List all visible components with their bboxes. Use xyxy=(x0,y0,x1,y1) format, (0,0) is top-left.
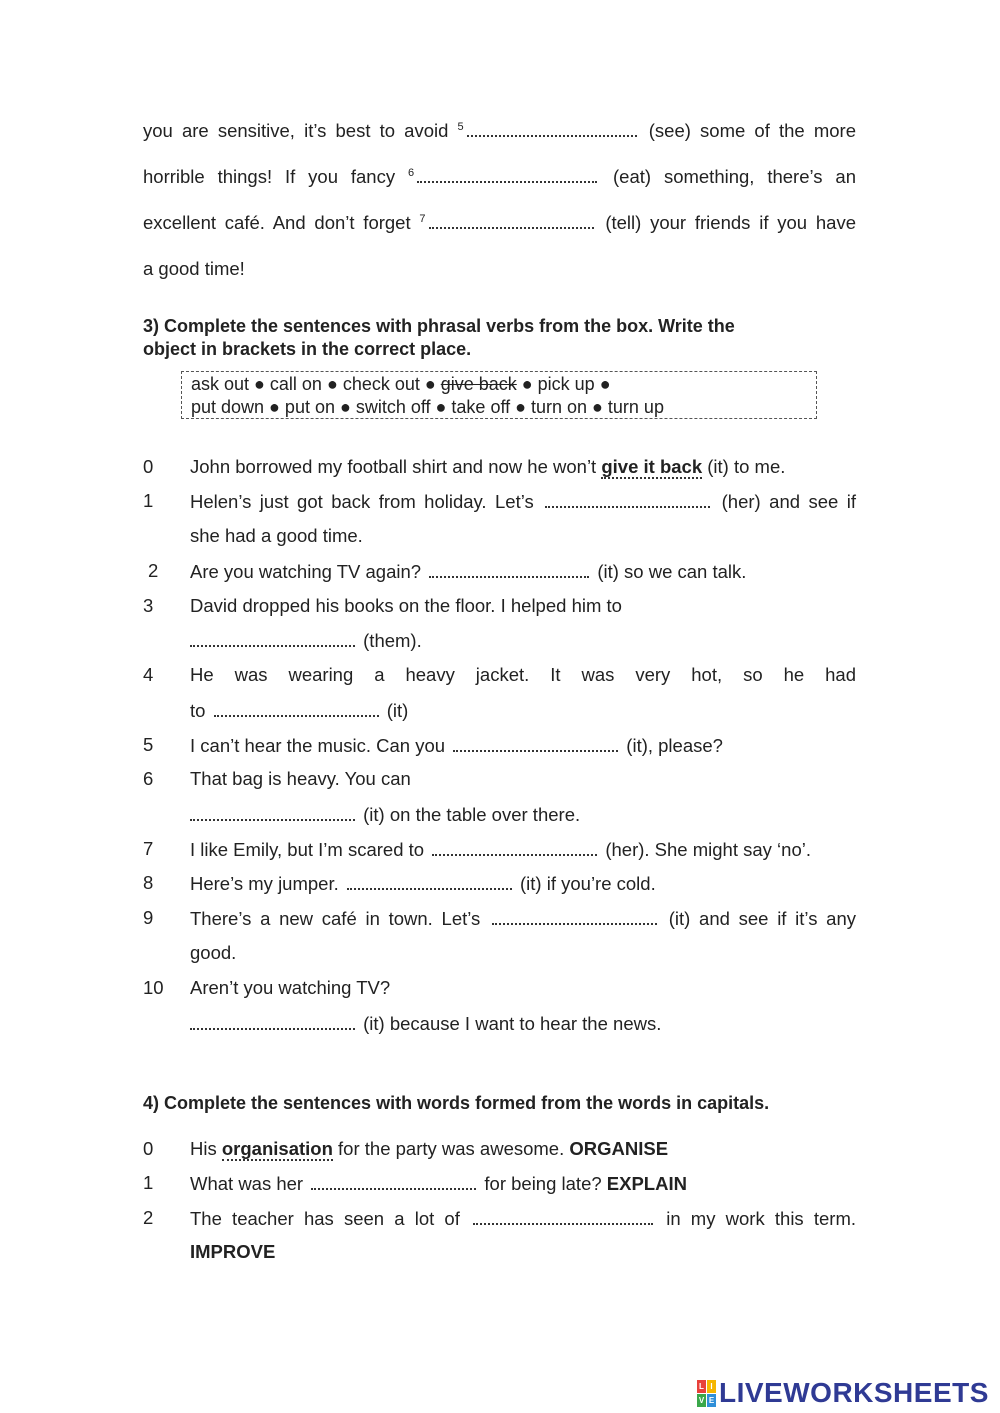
logo-icon: L I V E xyxy=(698,1381,715,1405)
answer-gap-3-2[interactable] xyxy=(429,560,589,578)
logo-text: LIVEWORKSHEETS xyxy=(719,1377,989,1408)
item-number: 1 xyxy=(143,1172,154,1193)
ex3-item-4-cont: to (it) xyxy=(190,700,409,721)
capital-word: IMPROVE xyxy=(190,1241,276,1262)
answer-gap-3-6[interactable] xyxy=(190,803,355,821)
ex3-item-6: That bag is heavy. You can xyxy=(190,768,411,789)
ex3-item-9-cont: good. xyxy=(190,942,237,963)
answer-gap-3-7[interactable] xyxy=(432,838,597,856)
ex2-line-4: a good time! xyxy=(143,258,245,279)
item-number: 2 xyxy=(143,1207,154,1228)
answer-gap-3-3[interactable] xyxy=(190,629,355,647)
liveworksheets-logo xyxy=(697,1378,989,1408)
answer-gap-3-10[interactable] xyxy=(190,1012,355,1030)
item-number: 9 xyxy=(143,907,154,928)
item-number: 5 xyxy=(143,734,154,755)
gap-number-5: 5 xyxy=(457,121,464,133)
answer-gap-3-1[interactable] xyxy=(545,490,710,508)
item-number: 3 xyxy=(143,595,154,616)
item-number: 0 xyxy=(143,1138,154,1159)
ex2-line-2: horrible things! If you fancy $^6$ (eat) something, there’s an xyxy=(143,166,856,187)
capital-word: EXPLAIN xyxy=(606,1173,687,1194)
answer-gap-4-1[interactable] xyxy=(311,1172,476,1190)
item-number: 8 xyxy=(143,872,154,893)
ex3-item-5: I can’t hear the music. Can you (it), please? xyxy=(190,735,723,756)
ex3-item-0: John borrowed my football shirt and now he won’t give it back (it) to me. xyxy=(190,456,786,477)
ex3-item-3-cont: (them). xyxy=(190,629,856,652)
example-answer: organisation xyxy=(221,1138,333,1159)
answer-gap-3-9[interactable] xyxy=(492,907,657,925)
ex3-item-7: I like Emily, but I’m scared to (her). She might say ‘no’. xyxy=(190,839,811,860)
phrasal-verb-box xyxy=(181,371,817,419)
item-number: 6 xyxy=(143,768,154,789)
answer-gap-4-2[interactable] xyxy=(473,1207,653,1225)
ex4-item-2: The teacher has seen a lot of in my work this term. xyxy=(190,1208,856,1229)
item-number: 4 xyxy=(143,664,154,685)
item-number: 10 xyxy=(143,977,164,998)
gap-number-6: 6 xyxy=(408,167,415,179)
ex3-item-1: Helen’s just got back from holiday. Let’s (her) and see if xyxy=(190,491,856,512)
ex4-item-1: What was her for being late? EXPLAIN xyxy=(190,1173,687,1194)
ex3-item-10-cont: (it) because I want to hear the news. xyxy=(190,1012,856,1035)
item-number: 7 xyxy=(143,838,154,859)
answer-gap-3-4[interactable] xyxy=(214,699,379,717)
answer-gap-3-5[interactable] xyxy=(453,734,618,752)
ex3-item-9: There’s a new café in town. Let’s (it) and see if it’s any xyxy=(190,908,857,929)
ex3-item-1-cont: she had a good time. xyxy=(190,525,363,546)
box-line-2: put down ● put on ● switch off ● take off ● turn on ● turn up xyxy=(191,397,664,417)
ex2-line-1: you are sensitive, it’s best to avoid $^5$ (see) some of the more xyxy=(143,120,856,141)
capital-word: ORGANISE xyxy=(569,1138,669,1159)
answer-gap-3-8[interactable] xyxy=(347,872,512,890)
ex3-item-4: He was wearing a heavy jacket. It was very hot, so he had xyxy=(190,664,856,685)
ex3-item-6-cont: (it) on the table over there. xyxy=(190,803,856,826)
ex2-line-3: excellent café. And don’t forget $^7$ (tell) your friends if you have xyxy=(143,212,856,233)
answer-gap-5[interactable] xyxy=(467,119,637,137)
answer-gap-6[interactable] xyxy=(417,165,597,183)
ex4-item-0: His organisation for the party was awesome. ORGANISE xyxy=(190,1138,669,1159)
box-line-1: ask out ● call on ● check out ● give back ● pick up ● xyxy=(191,374,611,394)
item-number: 0 xyxy=(143,456,154,477)
gap-number-7: 7 xyxy=(419,213,426,225)
ex3-item-2: Are you watching TV again? (it) so we can talk. xyxy=(190,561,747,582)
ex3-item-10: Aren’t you watching TV? xyxy=(190,977,391,998)
example-answer: give it back xyxy=(601,456,703,477)
ex3-item-8: Here’s my jumper. (it) if you’re cold. xyxy=(190,873,656,894)
exercise-4-heading: 4) Complete the sentences with words formed from the words in capitals. xyxy=(143,1093,770,1113)
ex3-item-3: David dropped his books on the floor. I helped him to xyxy=(190,595,622,616)
item-number: 1 xyxy=(143,490,154,511)
exercise-3-heading: 3) Complete the sentences with phrasal verbs from the box. Write the object in brackets in the correct place. xyxy=(143,316,735,359)
struck-example-verb: give back xyxy=(440,374,517,394)
answer-gap-7[interactable] xyxy=(429,211,594,229)
item-number: 2 xyxy=(148,560,159,581)
